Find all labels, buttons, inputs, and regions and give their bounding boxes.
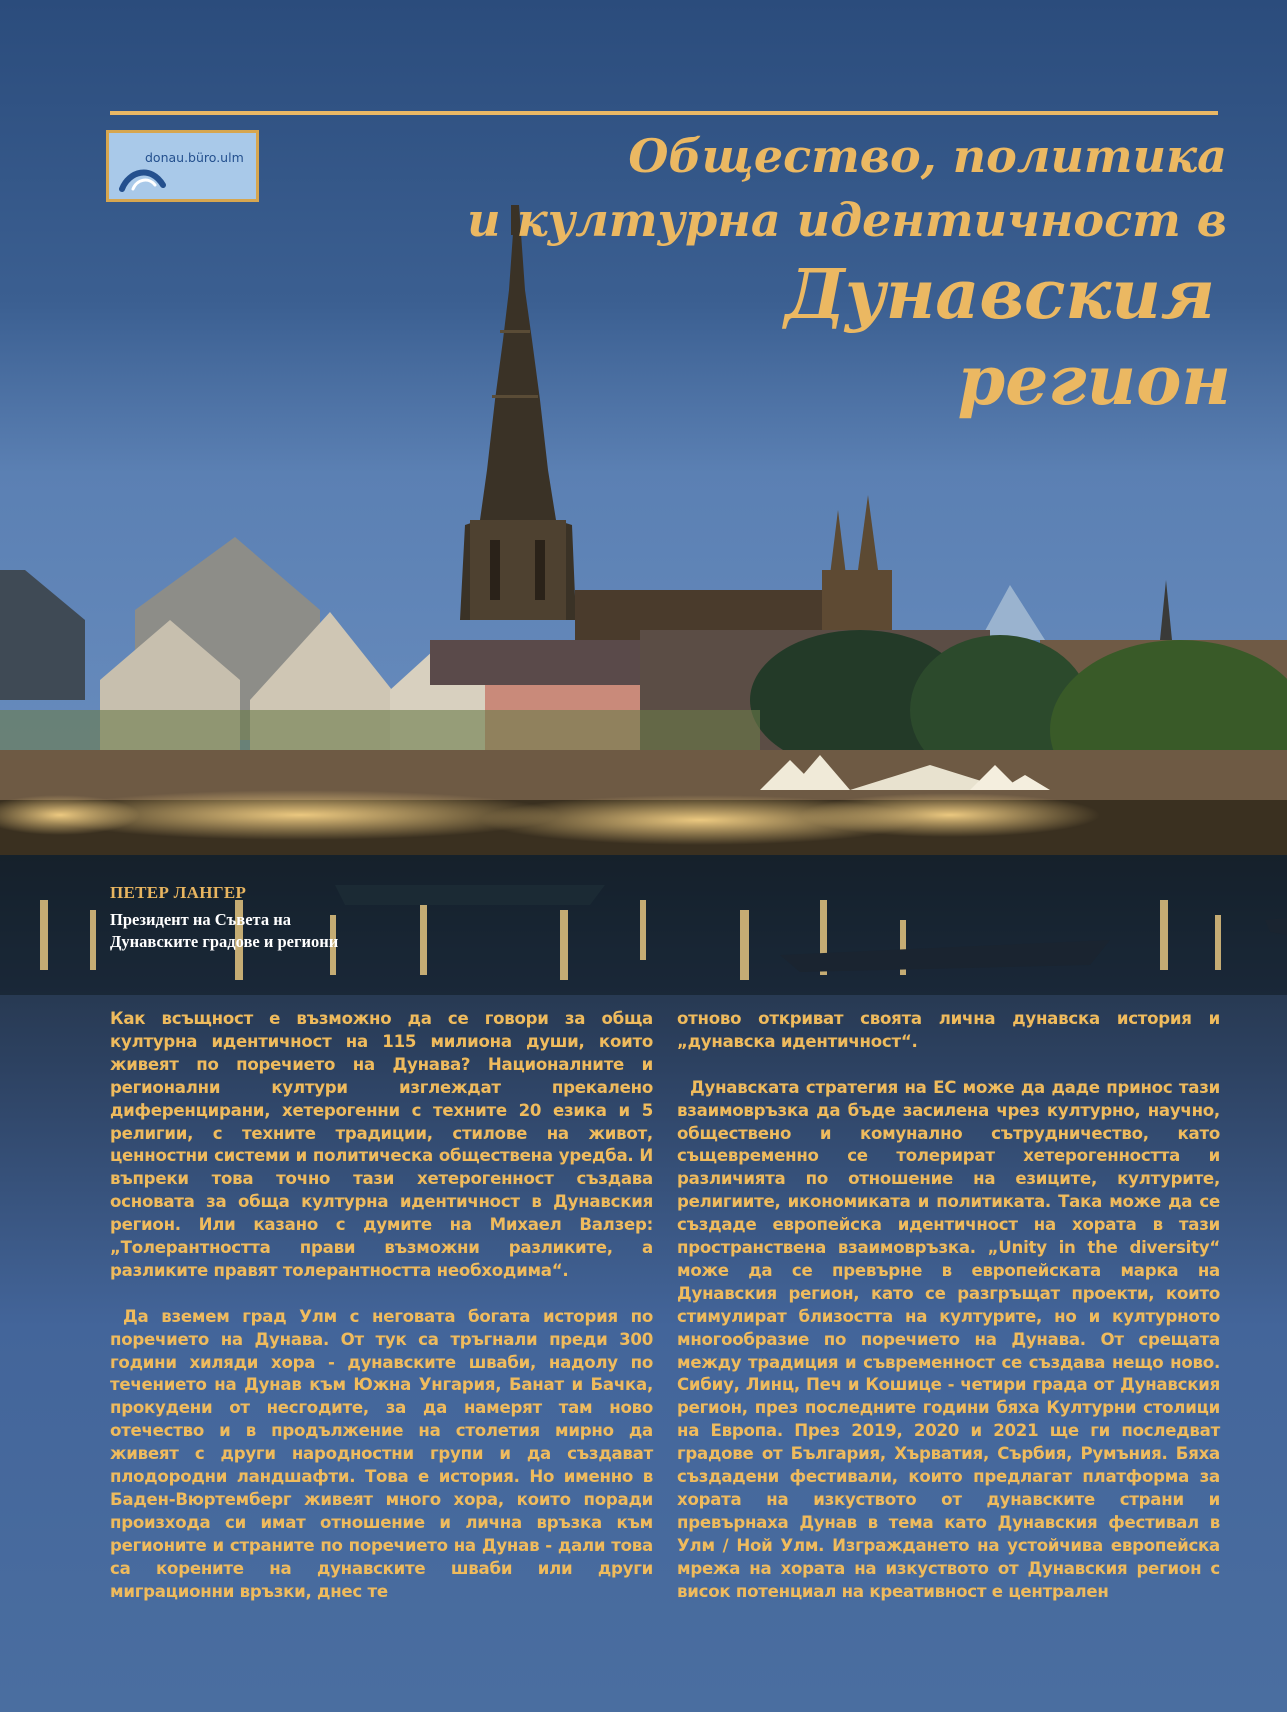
donau-buero-logo xyxy=(106,130,259,202)
body-paragraph: отново откриват своята лична дунавска история и „дунавска идентичност“. xyxy=(677,1009,1220,1051)
body-column-left xyxy=(110,1008,653,1626)
title-line-2: и културна идентичност в xyxy=(467,193,1227,247)
author-role-line-1: Президент на Съвета на xyxy=(110,910,291,929)
body-paragraph: Дунавската стратегия на ЕС може да даде принос тази взаимовръзка да бъде засилена чрез културно, научно, обществено и комунално сътрудничество, като същевременно се толерират хетерогенността и различията по отношение на езиците, културите, религиите, икономиката и политиката. Така може да се създаде европейска идентичност на хората в тази пространствена взаимовръзка. „Unity in the diversity“ може да се превърне в европейската марка на Дунавския регион, като се разгръщат проекти, които стимулират близостта на културите, но и културното многообразие по поречието на Дунава. От срещата между традиция и съвременност се създава нещо ново. Сибиу, Линц, Печ и Кошице - четири града от Дунавския регион, през последните години бяха Културни столици на Европа. През 2019, 2020 и 2021 ще ги последват градове от България, Хърватия, Сърбия, Румъния. Бяха създадени фестивали, които предлагат платформа за хората на изкуството от дунавските страни и превърнаха Дунав в тема като Дунавския фестивал в Улм / Ной Улм. Изграждането на устойчива европейска мрежа на хората на изкуството от Дунавския регион с висок потенциал на креативност е централен xyxy=(677,1077,1220,1601)
top-rule xyxy=(110,111,1218,115)
bridge-arc-icon xyxy=(119,163,169,193)
article-title xyxy=(467,129,1231,433)
title-line-3: Дунавския xyxy=(784,255,1215,335)
author-name: ПЕТЕР ЛАНГЕР xyxy=(110,883,247,902)
title-line-4: регион xyxy=(957,341,1231,421)
author-block xyxy=(110,883,338,953)
body-paragraph: Да вземем град Улм с неговата богата история по поречието на Дунава. От тук са тръгнали преди 300 години хиляди хора - дунавските шваби, надолу по течението на Дунав към Южна Унгария, Банат и Бачка, прокудени от несгодите, за да намерят там ново отечество и в продължение на столетия мирно да живеят с други народностни групи и да създават плодородни ландшафти. Това е история. Но именно в Баден-Вюртемберг живеят много хора, които поради произхода си имат отношение и лична връзка към регионите и страните по поречието на Дунав - дали това са корените на дунавските шваби или други миграционни връзки, днес те xyxy=(110,1306,653,1601)
body-paragraph: Как всъщност е възможно да се говори за обща културна идентичност на 115 милиона души, които живеят по поречието на Дунава? Националните и регионални култури изглеждат прекалено диференцирани, хетерогенни с техните 20 езика и 5 религии, с техните традиции, стилове на живот, ценностни системи и политическа обществена уредба. И въпреки това точно тази хетерогенност създава основата за обща културна идентичност в Дунавския регион. Или казано с думите на Михаел Валзер: „Толерантността прави възможни разликите, а разликите правят толерантността необходима“. xyxy=(110,1009,653,1280)
logo-text: donau.büro.ulm xyxy=(145,150,244,165)
author-role-line-2: Дунавските градове и региони xyxy=(110,932,339,951)
body-column-right xyxy=(677,1008,1220,1626)
title-line-1: Общество, политика xyxy=(628,129,1227,183)
